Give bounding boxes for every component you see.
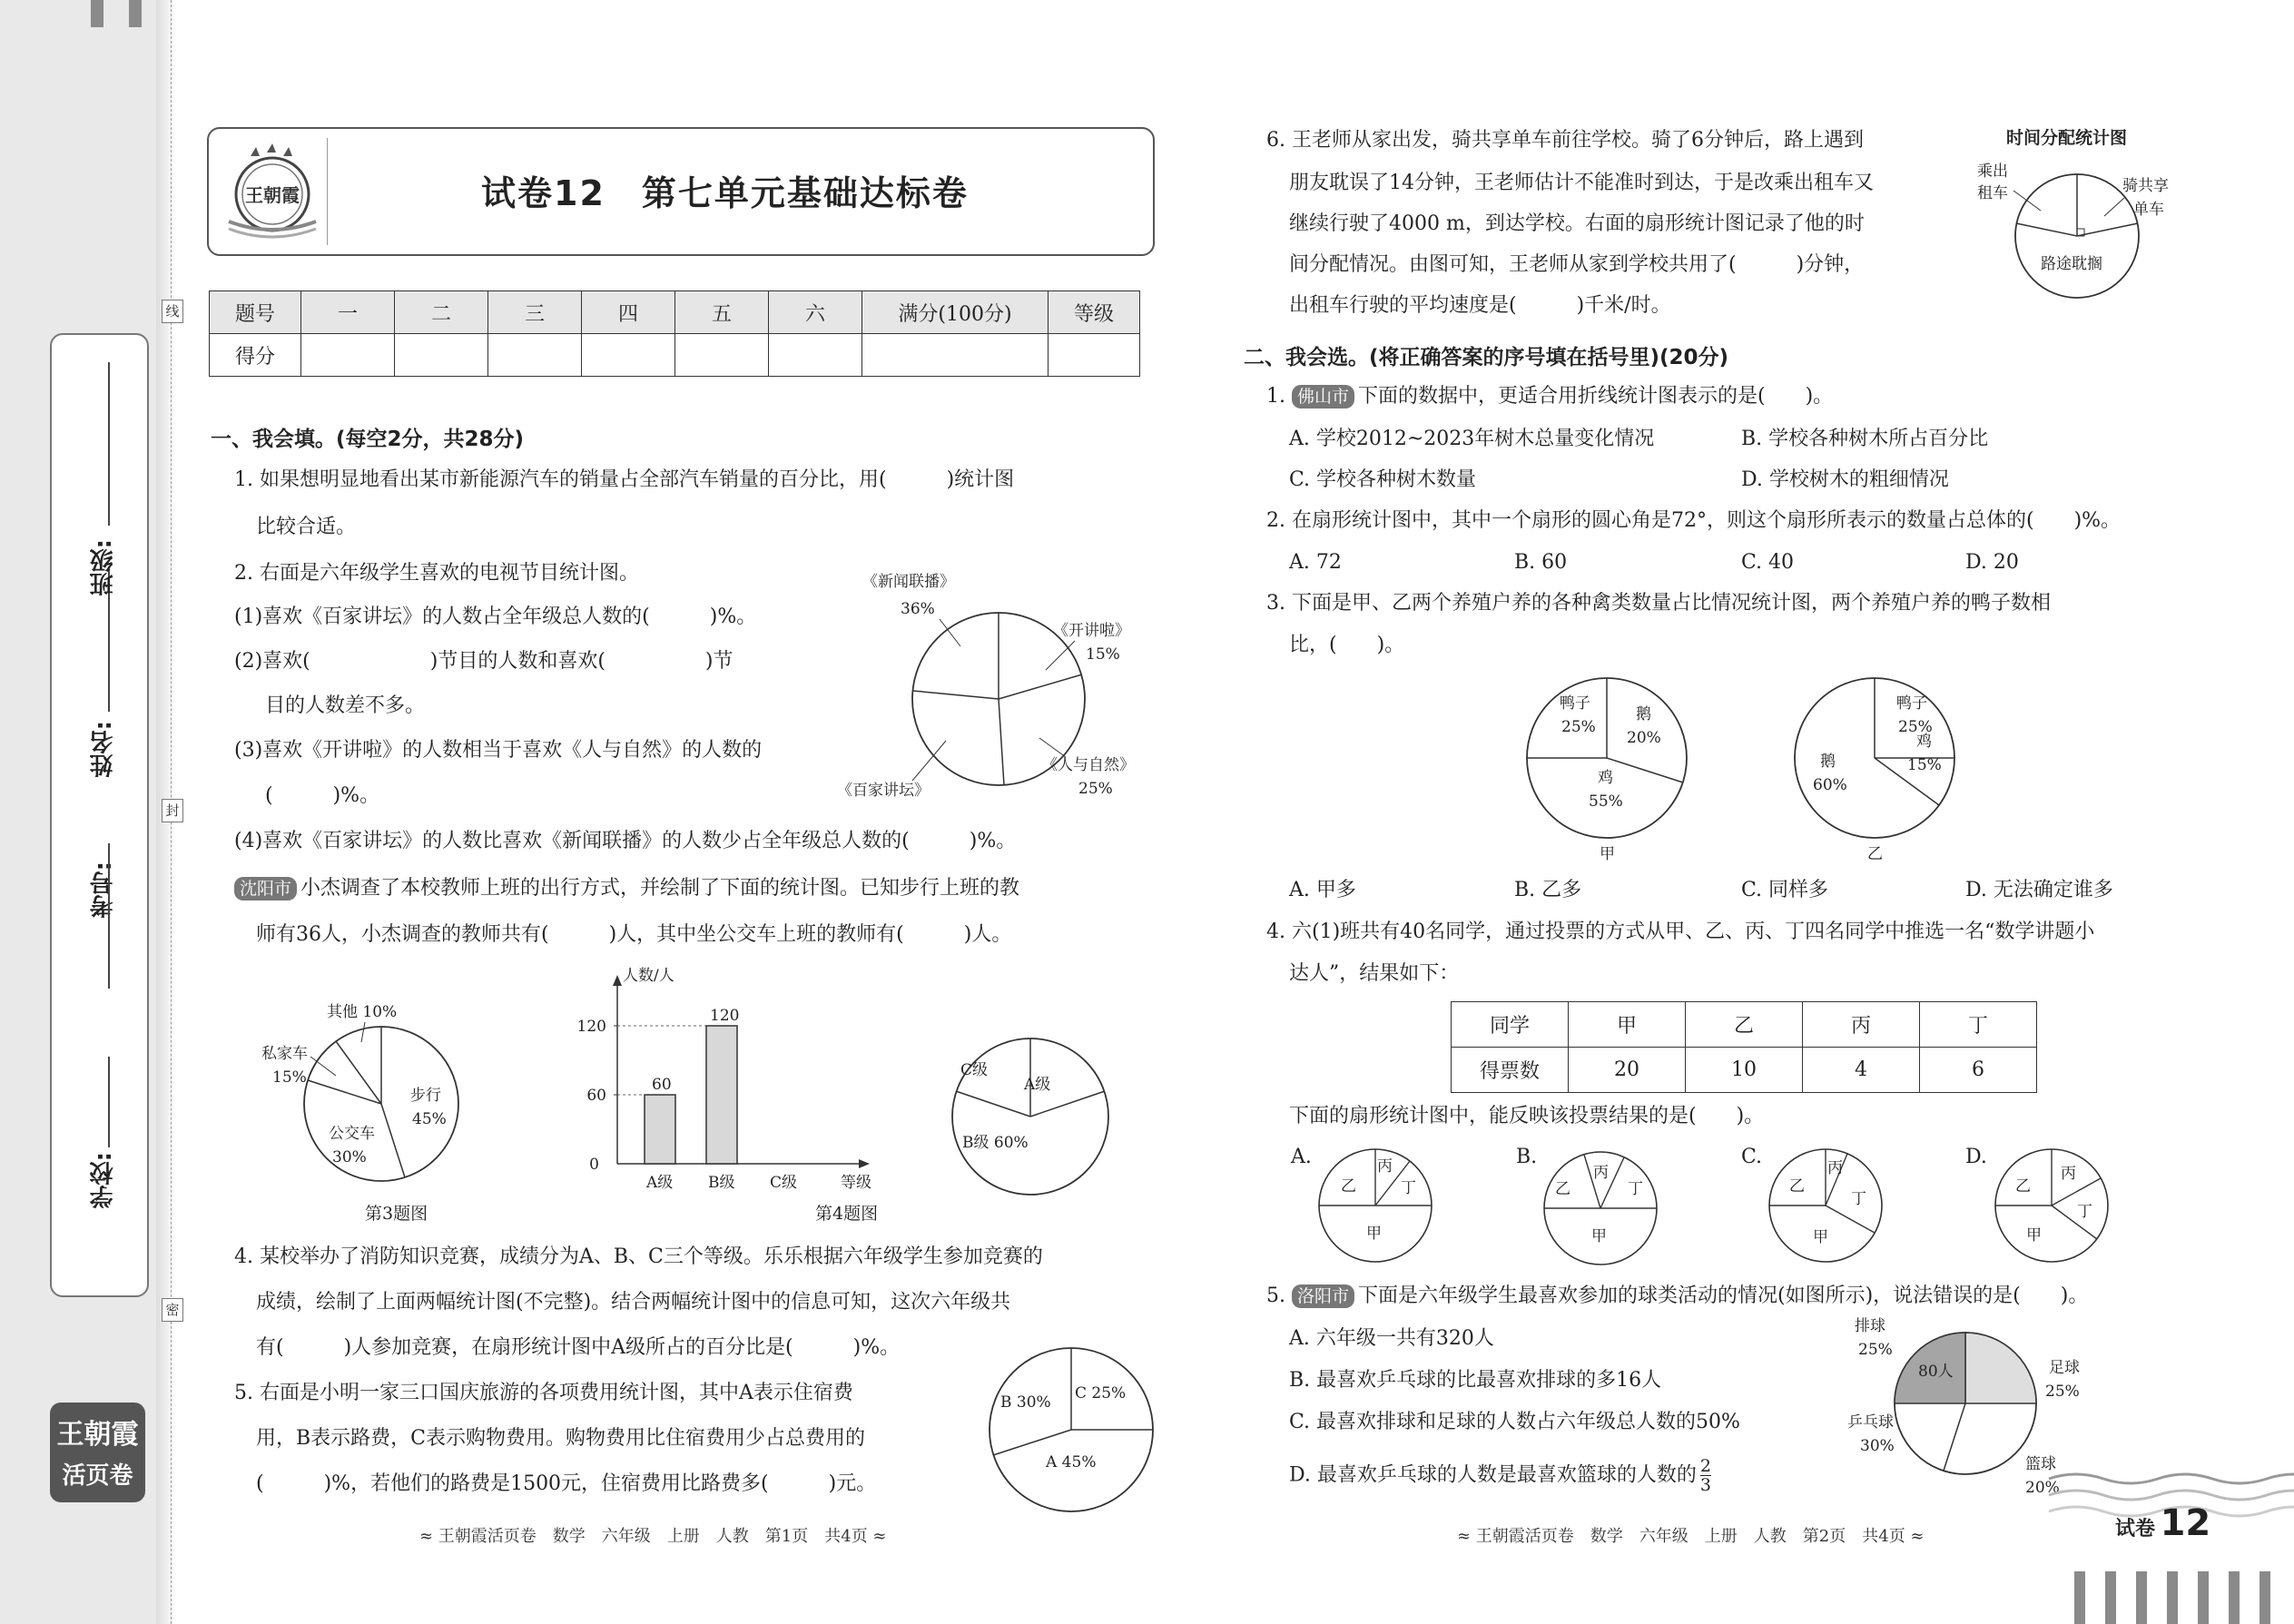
tv-value-nature: 25% (1078, 780, 1113, 798)
vb-label: 排球 (1855, 1317, 1885, 1335)
time-leader-line (2013, 191, 2041, 211)
tv-label-talk: 《开讲啦》 (1053, 622, 1130, 640)
q2-sub3a: (3)喜欢《开讲啦》的人数相当于喜欢《人与自然》的人数的 (234, 739, 763, 762)
score-cell[interactable] (862, 334, 1049, 377)
jia-name: 甲 (1600, 845, 1615, 863)
s2q3-option-a[interactable]: A. 甲多 (1289, 879, 1356, 901)
school-label: 学校: (90, 1152, 117, 1209)
commute-leader-line (361, 1022, 365, 1042)
jia-duck-pct: 25% (1561, 718, 1596, 736)
score-header-cell: 五 (675, 291, 769, 334)
s2q3-option-c[interactable]: C. 同样多 (1741, 879, 1829, 901)
city-tag-shenyang: 沈阳市 (234, 877, 297, 901)
fraction (1700, 1457, 1711, 1494)
bar-value-label: 60 (652, 1076, 672, 1094)
score-cell[interactable] (301, 334, 395, 377)
time-label-taxi: 乘出 (1977, 162, 2008, 181)
football-slice (1965, 1333, 2036, 1403)
s2q4-line1: 4. 六(1)班共有40名同学，通过投票的方式从甲、乙、丙、丁四名同学中推选一名“数学讲题小 (1266, 920, 2095, 943)
travel-pie-a: A 45% (1046, 1453, 1097, 1471)
jia-chicken-pct: 55% (1589, 792, 1623, 811)
pp-pct: 30% (1860, 1437, 1895, 1455)
q3-line1 (234, 875, 1019, 902)
cut-mark-seal: 封 (162, 799, 183, 822)
score-header-cell: 等级 (1049, 291, 1140, 334)
commute-label-other: 其他 10% (327, 1003, 398, 1021)
s2q2-stem: 2. 在扇形统计图中，其中一个扇形的圆心角是72°，则这个扇形所表示的数量占总体的( )%。 (1266, 509, 2122, 532)
jia-duck: 鸭子 (1560, 694, 1590, 713)
s2q4-line2: 达人”，结果如下： (1289, 962, 1460, 985)
commute-pie-chart (245, 989, 481, 1225)
time-label-bike2: 单车 (2133, 201, 2164, 219)
vote-cell: 丁 (1920, 1002, 2037, 1048)
s2q1-text: 下面的数据中，更适合用折线统计图表示的是( )。 (1358, 385, 1834, 408)
time-label-bike: 骑共享 (2122, 177, 2169, 195)
jia-pie-divider (1607, 758, 1683, 782)
commute-label-bus: 公交车 (329, 1125, 375, 1143)
travel-cost-pie-chart (980, 1343, 1162, 1516)
class-field[interactable] (108, 843, 110, 989)
pie-label: 甲 (1813, 1228, 1828, 1246)
exam-no-label: 考号: (90, 861, 117, 919)
q2-intro: 2. 右面是六年级学生喜欢的电视节目统计图。 (234, 562, 639, 585)
s2q2-option-b[interactable]: B. 60 (1514, 551, 1568, 574)
city-tag-luoyang: 洛阳市 (1292, 1284, 1354, 1308)
s2q4-option-d-pie[interactable] (1988, 1146, 2115, 1265)
register-mark (91, 0, 103, 27)
yi-chicken: 鸡 (1916, 733, 1932, 751)
vb-pct: 25% (1858, 1341, 1893, 1359)
s2q4-option-a-label[interactable]: A. (1291, 1146, 1312, 1168)
tv-leader-line (1046, 641, 1075, 670)
score-cell[interactable] (395, 334, 488, 377)
tv-pie-divider (999, 699, 1004, 785)
score-cell[interactable] (582, 334, 675, 377)
grade-bar-chart (563, 962, 908, 1207)
tv-pie-divider (913, 691, 999, 699)
q5-line1: 5. 右面是小明一家三口国庆旅游的各项费用统计图，其中A表示住宿费 (234, 1382, 853, 1404)
bar-b (706, 1026, 737, 1164)
pie-label: 丙 (1827, 1159, 1843, 1177)
bar-x-arrow (859, 1159, 870, 1168)
fb-pct: 25% (2045, 1383, 2080, 1401)
bb-pct: 20% (2025, 1479, 2060, 1497)
vb-count: 80人 (1918, 1363, 1954, 1381)
s2q4-option-b-label[interactable]: B. (1516, 1146, 1538, 1168)
emblem-icon (220, 138, 320, 245)
pie-label: 丁 (2077, 1203, 2092, 1221)
tv-pie-divider (999, 674, 1082, 699)
pie-label: 乙 (1555, 1180, 1570, 1198)
bar-tick-label: 120 (576, 1018, 606, 1036)
time-allocation-pie-chart (1970, 125, 2188, 307)
s2q5-stem: 5. 洛阳市 下面是六年级学生最喜欢参加的球类活动的情况(如图所示)，说法错误的是( )。 (1266, 1284, 2089, 1307)
score-row-label: 得分 (210, 334, 301, 377)
s2q4-option-c-pie[interactable] (1762, 1146, 1889, 1265)
vote-cell: 得票数 (1452, 1048, 1569, 1093)
grade-pie-divider (1030, 1091, 1105, 1117)
footer-left: ≈ 王朝霞活页卷 数学 六年级 上册 人教 第1页 共4页 ≈ (419, 1527, 887, 1546)
grade-pie-chart (926, 1035, 1135, 1198)
exam-title: 试卷12 第七单元基础达标卷 (481, 173, 969, 213)
q3-caption: 第3题图 (365, 1204, 428, 1224)
s2q1-option-b[interactable]: B. 学校各种树木所占百分比 (1741, 428, 1989, 450)
tv-value-talk: 15% (1086, 645, 1120, 664)
bar-cat-label: C级 (770, 1174, 798, 1192)
tv-leader-line (912, 741, 946, 781)
q3-line2: 师有36人，小杰调查的教师共有( )人，其中坐公交车上班的教师有( )人。 (256, 923, 1012, 946)
time-label-delay: 路途耽搁 (2041, 255, 2102, 273)
pie-label: 丙 (1593, 1164, 1609, 1182)
score-header-cell: 满分(100分) (862, 291, 1049, 334)
footer-right: ≈ 王朝霞活页卷 数学 六年级 上册 人教 第2页 共4页 ≈ (1457, 1527, 1925, 1546)
vote-cell: 4 (1803, 1048, 1920, 1093)
s2q3-option-d[interactable]: D. 无法确定谁多 (1965, 879, 2113, 901)
fraction-numerator: 2 (1699, 1456, 1711, 1476)
bar-cat-label: A级 (646, 1174, 674, 1192)
ball-pie-divider (1944, 1403, 1965, 1471)
emblem-logo (220, 138, 328, 245)
commute-value-walk: 45% (412, 1110, 447, 1128)
s2q5-option-d-text: D. 最喜欢乒乓球的人数是最喜欢篮球的人数的 (1289, 1463, 1697, 1487)
q1-line2: 比较合适。 (256, 516, 357, 538)
yi-goose: 鹅 (1820, 753, 1836, 771)
q2-sub3b: ( )%。 (265, 784, 380, 807)
city-tag-foshan: 佛山市 (1292, 385, 1354, 408)
title-bar (207, 127, 1155, 256)
vote-cell: 乙 (1686, 1002, 1803, 1048)
s2q4-option-a-pie[interactable] (1312, 1146, 1439, 1265)
s2q1-option-a[interactable]: A. 学校2012~2023年树木总量变化情况 (1289, 428, 1655, 450)
jia-goose-pct: 20% (1627, 729, 1661, 747)
register-mark (129, 0, 142, 27)
bar-tick-label: 0 (589, 1156, 599, 1174)
name-label: 姓名: (90, 721, 117, 778)
section2-heading: 二、我会选。(将正确答案的序号填在括号里)(20分) (1244, 346, 1729, 369)
tv-label-news: 《新闻联播》 (862, 573, 955, 591)
s2q5-text: 下面是六年级学生最喜欢参加的球类活动的情况(如图所示)，说法错误的是( )。 (1358, 1284, 2089, 1307)
fb-label: 足球 (2049, 1359, 2080, 1377)
class-label: 班级: (90, 539, 117, 596)
yi-goose-pct: 60% (1813, 776, 1847, 794)
yi-duck: 鸭子 (1896, 694, 1927, 713)
pie-label: 甲 (2026, 1226, 2042, 1245)
score-table-row (210, 334, 1140, 377)
tv-program-pie-chart (835, 563, 1162, 808)
score-header-cell: 一 (301, 291, 395, 334)
bar-tick-label: 60 (586, 1087, 606, 1105)
q4-line1: 4. 某校举办了消防知识竞赛，成绩分为A、B、C三个等级。乐乐根据六年级学生参加竞赛的 (234, 1245, 1043, 1268)
commute-pie-divider (381, 1104, 405, 1177)
bar-value-label: 120 (710, 1007, 740, 1025)
time-pie-divider (2077, 223, 2138, 236)
q6-line3: 继续行驶了4000 m，到达学校。右面的扇形统计图记录了他的时 (1289, 212, 1865, 235)
pp-label: 乒乓球 (1847, 1413, 1894, 1432)
s2q2-option-c[interactable]: C. 40 (1741, 551, 1795, 574)
q1-line1: 1. 如果想明显地看出某市新能源汽车的销量占全部汽车销量的百分比，用( )统计图 (234, 468, 1015, 491)
commute-value-car: 15% (272, 1068, 307, 1087)
cut-mark-line: 线 (162, 300, 183, 323)
bar-y-label: 人数/人 (623, 967, 674, 985)
s2q5-option-c[interactable]: C. 最喜欢排球和足球的人数占六年级总人数的50% (1289, 1411, 1740, 1433)
s2q5-option-d[interactable] (1289, 1457, 1711, 1494)
s2q4-option-c-label[interactable]: C. (1741, 1146, 1763, 1168)
score-table-header-row (210, 291, 1140, 334)
s2q2-option-a[interactable]: A. 72 (1289, 551, 1342, 574)
score-header-cell: 题号 (210, 291, 301, 334)
s2q3-line2: 比，( )。 (1289, 634, 1405, 656)
q3-text1: 小杰调查了本校教师上班的出行方式，并绘制了下面的统计图。已知步行上班的教 (300, 877, 1020, 900)
score-cell[interactable] (1049, 334, 1140, 377)
grade-pie-divider (956, 1091, 1030, 1117)
s2q5-option-a[interactable]: A. 六年级一共有320人 (1289, 1327, 1494, 1350)
score-header-cell: 六 (769, 291, 862, 334)
s2q4-option-b-pie[interactable] (1537, 1148, 1664, 1268)
s2q1-option-c[interactable]: C. 学校各种树木数量 (1289, 468, 1477, 491)
bar-x-label: 等级 (841, 1174, 871, 1192)
vote-cell: 10 (1686, 1048, 1803, 1093)
pie-label: 丙 (2061, 1165, 2076, 1183)
farm-jia-pie-chart (1516, 672, 1698, 867)
pie-label: 丁 (1851, 1190, 1866, 1208)
pie-label: 甲 (1366, 1225, 1382, 1243)
commute-label-walk: 步行 (410, 1087, 441, 1105)
score-cell[interactable] (675, 334, 769, 377)
yi-name: 乙 (1867, 845, 1883, 863)
pie-label: 丁 (1628, 1180, 1643, 1198)
q4-line2: 成绩，绘制了上面两幅统计图(不完整)。结合两幅统计图中的信息可知，这次六年级共 (256, 1291, 1011, 1314)
q5-line2: 用，B表示路费，C表示购物费用。购物费用比住宿费用少占总费用的 (256, 1427, 866, 1450)
score-header-cell: 三 (488, 291, 582, 334)
cut-mark-close: 密 (162, 1298, 183, 1322)
bar-cat-label: B级 (708, 1174, 735, 1192)
q6-line1: 6. 王老师从家出发，骑共享单车前往学校。骑了6分钟后，路上遇到 (1266, 129, 1864, 152)
vote-header-row (1452, 1002, 2037, 1048)
exam-no-field[interactable] (108, 362, 110, 526)
tv-value-news: 36% (901, 600, 935, 618)
vote-table (1451, 1001, 2037, 1093)
yi-duck-pct: 25% (1898, 718, 1933, 736)
brand-logo-top: 王朝霞 (56, 1419, 139, 1451)
pie-label: 丁 (1401, 1179, 1416, 1197)
q6-line5: 出租车行驶的平均速度是( )千米/时。 (1289, 294, 1671, 317)
bar-y-arrow (613, 975, 622, 986)
vote-cell: 6 (1920, 1048, 2037, 1093)
travel-pie-divider (993, 1430, 1071, 1455)
time-label-taxi2: 租车 (1977, 184, 2008, 202)
q5-line3: ( )%，若他们的路费是1500元，住宿费用比路费多( )元。 (256, 1472, 877, 1495)
pie-label: 乙 (1341, 1177, 1356, 1196)
s2q2-option-d[interactable]: D. 20 (1965, 551, 2019, 574)
vote-cell: 20 (1569, 1048, 1686, 1093)
score-cell[interactable] (769, 334, 862, 377)
bb-label: 篮球 (2025, 1455, 2056, 1473)
jia-chicken: 鸡 (1598, 769, 1613, 787)
vote-data-row (1452, 1048, 2037, 1093)
section1-heading: 一、我会填。(每空2分，共28分) (211, 428, 525, 451)
brand-logo-bottom: 活页卷 (62, 1462, 133, 1490)
pie-label: 乙 (2015, 1177, 2031, 1196)
q4-line3: 有( )人参加竞赛，在扇形统计图中A级所占的百分比是( )%。 (256, 1336, 901, 1359)
s2q4-option-d-label[interactable]: D. (1965, 1146, 1987, 1168)
emblem-text: 王朝霞 (245, 184, 300, 206)
time-pie-divider (2016, 223, 2077, 236)
time-chart-title: 时间分配统计图 (2006, 128, 2128, 148)
brand-logo (50, 1403, 145, 1502)
paper-number-label: 试卷 (2115, 1518, 2156, 1540)
q2-sub4: (4)喜欢《百家讲坛》的人数比喜欢《新闻联播》的人数少占全年级总人数的( )%。 (234, 830, 1017, 852)
pie-label: 乙 (1789, 1177, 1805, 1196)
travel-pie-b: B 30% (1000, 1393, 1051, 1412)
school-field[interactable] (108, 1057, 110, 1147)
jia-goose: 鹅 (1636, 705, 1651, 723)
bar-a (645, 1095, 675, 1164)
pie-label: 甲 (1591, 1227, 1607, 1245)
vote-cell: 丙 (1803, 1002, 1920, 1048)
time-leader-line (2104, 198, 2124, 216)
s2q3-option-b[interactable]: B. 乙多 (1514, 879, 1582, 901)
score-cell[interactable] (488, 334, 582, 377)
q2-sub2a: (2)喜欢( )节目的人数和喜欢( )节 (234, 650, 733, 673)
student-info-box (50, 333, 149, 1297)
q2-sub2b: 目的人数差不多。 (265, 694, 426, 717)
commute-label-car: 私家车 (261, 1045, 308, 1063)
vote-cell: 同学 (1452, 1002, 1569, 1048)
commute-pie-divider (308, 1080, 381, 1104)
s2q3-line1: 3. 下面是甲、乙两个养殖户养的各种禽类数量占比情况统计图，两个养殖户养的鸭子数相 (1266, 592, 2051, 615)
q6-line4: 间分配情况。由图可知，王老师从家到学校共用了( )分钟， (1289, 253, 1865, 276)
tv-leader-line (1039, 738, 1066, 757)
travel-pie-c: C 25% (1075, 1384, 1127, 1403)
s2q5-option-b[interactable]: B. 最喜欢乒乓球的比最喜欢排球的多16人 (1289, 1369, 1662, 1392)
score-header-cell: 四 (582, 291, 675, 334)
tv-label-lecture: 《百家讲坛》 (837, 782, 930, 800)
paper-number-badge (2115, 1502, 2210, 1544)
score-table (209, 290, 1140, 377)
score-header-cell: 二 (395, 291, 488, 334)
grade-pie-c: C级 (960, 1061, 989, 1079)
commute-value-bus: 30% (332, 1148, 367, 1166)
paper-number: 12 (2160, 1502, 2211, 1544)
s2q1-option-d[interactable]: D. 学校树木的粗细情况 (1741, 468, 1949, 491)
tv-label-nature: 《人与自然》 (1042, 756, 1135, 774)
pie-label: 丙 (1377, 1157, 1393, 1176)
grade-pie-a: A级 (1024, 1076, 1051, 1094)
q6-line2: 朋友耽误了14分钟，王老师估计不能准时到达，于是改乘出租车又 (1289, 172, 1874, 194)
q2-sub1: (1)喜欢《百家讲坛》的人数占全年级总人数的( )%。 (234, 605, 757, 628)
q4-caption: 第4题图 (815, 1204, 879, 1224)
yi-chicken-pct: 15% (1907, 756, 1942, 774)
fraction-denominator: 3 (1699, 1475, 1711, 1495)
commute-pie-divider (336, 1041, 381, 1104)
vote-cell: 甲 (1569, 1002, 1686, 1048)
grade-pie-b: B级 60% (962, 1134, 1029, 1152)
s2q4-ask: 下面的扇形统计图中，能反映该投票结果的是( )。 (1289, 1105, 1765, 1127)
farm-yi-pie-chart (1784, 672, 1965, 867)
s2q1-stem: 1. 佛山市 下面的数据中，更适合用折线统计图表示的是( )。 (1266, 385, 1834, 408)
